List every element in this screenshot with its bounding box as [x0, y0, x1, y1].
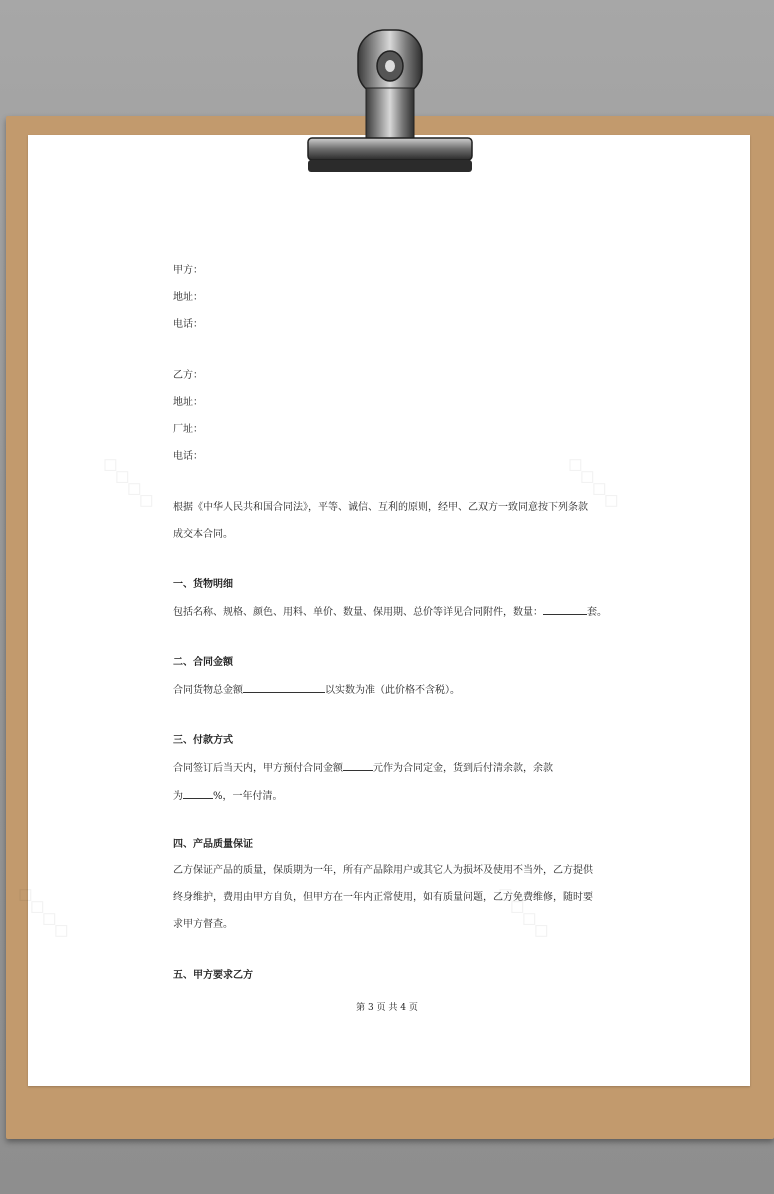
section-1-text-before: 包括名称、规格、颜色、用料、单价、数量、保用期、总价等详见合同附件，数量： — [173, 607, 543, 618]
party-a-phone-label: 电话： — [173, 319, 203, 330]
party-b-address-label: 地址： — [173, 397, 203, 408]
section-1-text — [173, 604, 607, 620]
total-amount-blank — [243, 682, 325, 693]
section-5-heading: 五、甲方要求乙方 — [173, 970, 253, 981]
party-a-name-label: 甲方： — [173, 265, 203, 276]
binder-clip-icon — [300, 26, 480, 178]
intro-line-1: 根据《中华人民共和国合同法》，平等、诚信、互利的原则，经甲、乙双方一致同意按下列条款 — [173, 502, 588, 513]
section-2-heading: 二、合同金额 — [173, 657, 233, 668]
section-1-text-after: 套。 — [587, 607, 607, 618]
section-2-text — [173, 682, 460, 698]
section-2-text-after: 以实数为准（此价格不含税）。 — [325, 685, 460, 696]
section-1-heading: 一、货物明细 — [173, 579, 233, 590]
party-b-phone-label: 电话： — [173, 451, 203, 462]
section-3-line-2 — [173, 788, 283, 804]
page-number: 第 3 页 共 4 页 — [356, 1003, 418, 1013]
section-2-text-before: 合同货物总金额 — [173, 685, 243, 696]
party-b-name-label: 乙方： — [173, 370, 203, 381]
section-4-line-1: 乙方保证产品的质量，保质期为一年，所有产品除用户或其它人为损坏及使用不当外，乙方提供 — [173, 865, 593, 876]
party-b-factory-label: 厂址： — [173, 424, 203, 435]
quantity-blank — [543, 604, 587, 615]
party-a-address-label: 地址： — [173, 292, 203, 303]
intro-line-2: 成交本合同。 — [173, 529, 233, 540]
watermark: ◇◇◇◇ — [491, 879, 557, 946]
watermark: ◇◇◇◇ — [96, 449, 162, 516]
section-4-line-2: 终身维护，费用由甲方自负，但甲方在一年内正常使用，如有质量问题，乙方免费维修，随时要 — [173, 892, 593, 903]
watermark: ◇◇◇◇ — [561, 449, 627, 516]
section-3-line-2-after: %，一年付清。 — [213, 791, 283, 802]
section-3-line-2-before: 为 — [173, 791, 183, 802]
section-4-heading: 四、产品质量保证 — [173, 839, 253, 850]
section-3-line-1-after: 元作为合同定金，货到后付清余款，余款 — [373, 763, 553, 774]
deposit-blank — [343, 760, 373, 771]
section-3-heading: 三、付款方式 — [173, 735, 233, 746]
percent-blank — [183, 788, 213, 799]
section-3-line-1 — [173, 760, 553, 776]
section-4-line-3: 求甲方督查。 — [173, 919, 233, 930]
section-3-line-1-before: 合同签订后当天内，甲方预付合同金额 — [173, 763, 343, 774]
watermark: ◇◇◇◇ — [11, 879, 77, 946]
